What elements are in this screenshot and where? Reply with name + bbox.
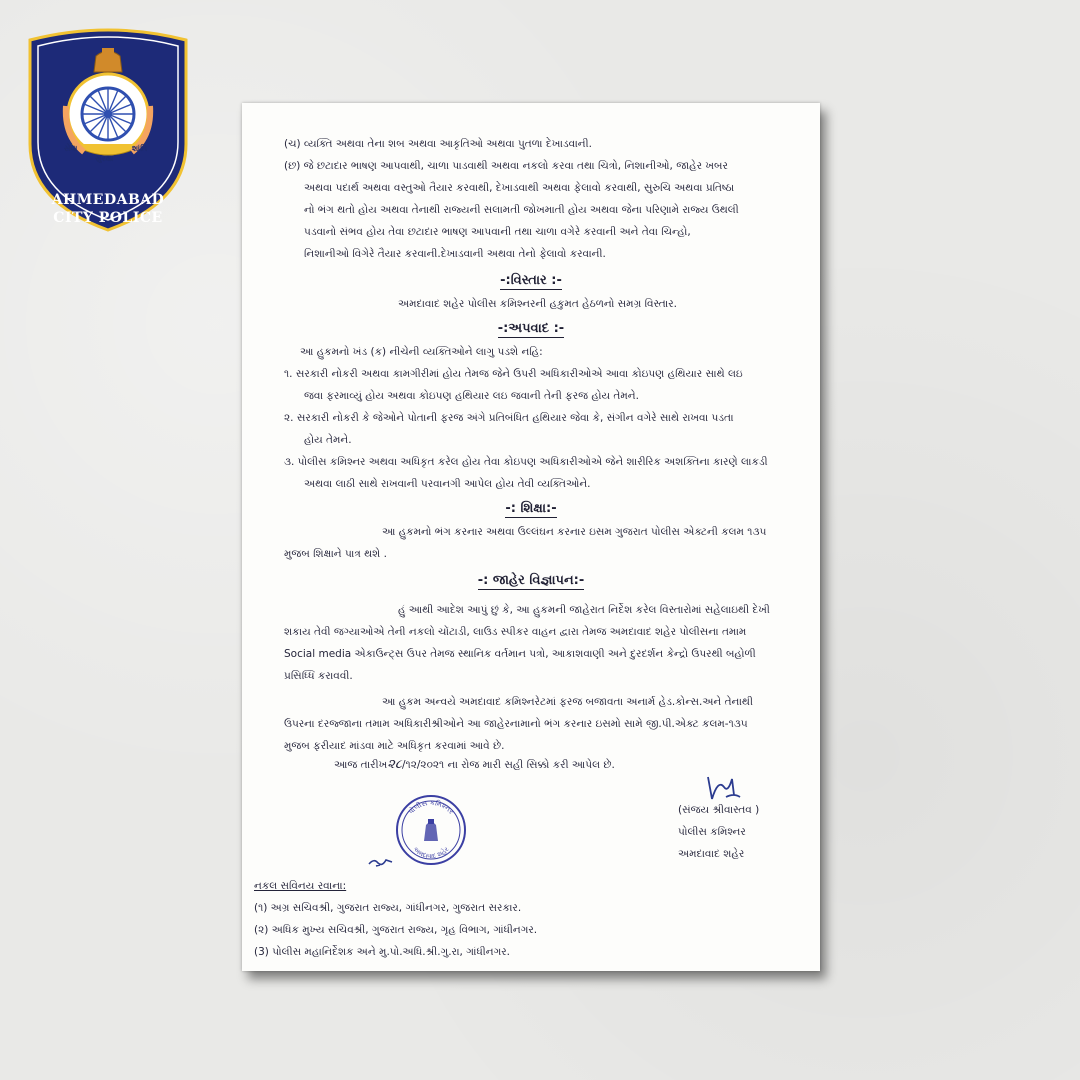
jaher-line: પ્રસિધ્ધિ કરાવવી. — [284, 670, 353, 682]
apavad-item: ૧. સરકારી નોકરી અથવા કામગીરીમાં હોય તેમજ જેને ઉપરી અધિકારીઓએ આવા કોઇપણ હથિયાર સાથે લઇ — [284, 368, 743, 380]
signatory-name: (સંજય શ્રીવાસ્તવ ) — [678, 804, 760, 816]
jaher-line: Social media એકાઉન્ટ્સ ઉપર તેમજ સ્થાનિક વર્તમાન પત્રો, આકાશવાણી અને દુરદર્શન કેન્દ્રો ઉપરથી બહોળી — [284, 648, 756, 660]
ahmedabad-police-badge-icon — [24, 26, 192, 234]
apavad-intro: આ હુકમનો ખંડ (ક) નીચેની વ્યક્તિઓને લાગુ પડશે નહિ: — [300, 346, 543, 358]
apavad-heading: -:અપવાદ :- — [497, 321, 565, 336]
copy-heading: નકલ સવિનય રવાના: — [254, 880, 347, 892]
apavad-item: ૩. પોલીસ કમિશ્નર અથવા અધિકૃત કરેલ હોય તેવા કોઇપણ અધિકારીઓએ જેને શારીરિક અશક્તિના કારણે લાકડી — [284, 456, 768, 468]
vistar-heading: -:વિસ્તાર :- — [500, 273, 562, 288]
motto-center: સુરક્ષા — [95, 154, 114, 163]
motto-left: સેવા — [64, 144, 78, 153]
shiksha-line: મુજબ શિક્ષાને પાત્ર થશે . — [284, 548, 387, 560]
apavad-item: હોય તેમને. — [304, 434, 352, 446]
shiksha-line: આ હુકમનો ભંગ કરનાર અથવા ઉલ્લંઘન કરનાર ઇસમ ગુજરાત પોલીસ એક્ટની કલમ ૧૩૫ — [382, 526, 767, 538]
jaher-line: હું આથી આદેશ આપું છું કે, આ હુકમની જાહેરાત નિર્દેશ કરેલ વિસ્તારોમાં સહેલાઇથી દેખી — [398, 604, 770, 616]
clause-line: પડવાનો સંભવ હોય તેવા છટાદાર ભાષણ આપવાની તથા ચાળા વગેરે કરવાની અને તેવા ચિન્હો, — [304, 226, 691, 238]
signatory-city: અમદાવાદ શહેર — [678, 848, 745, 860]
apavad-item: જવા ફરમાવ્યું હોય અથવા કોઇપણ હથિયાર લઇ જવાની તેની ફરજ હોય તેમને. — [304, 390, 639, 402]
clause-line: (છ) જે છટાદાર ભાષણ આપવાથી, ચાળા પાડવાથી અથવા નકલો કરવા તથા ચિત્રો, નિશાનીઓ, જાહેર ખબર — [284, 160, 728, 172]
signature-icon — [704, 773, 744, 805]
shiksha-heading: -: શિક્ષા:- — [505, 501, 557, 516]
jaher-line: મુજબ ફરીયાદ માંડવા માટે અધિકૃત કરવામાં આવે છે. — [284, 740, 505, 752]
clause-line: નો ભંગ થતો હોય અથવા તેનાથી રાજ્યની સલામતી જોખમાતી હોય અથવા જેના પરિણામે રાજ્ય ઉથલી — [304, 204, 739, 216]
document-body — [242, 103, 820, 971]
badge-title-line1: AHMEDABAD — [51, 192, 165, 208]
document-paper — [242, 103, 820, 971]
clause-line: અથવા પદાર્થ અથવા વસ્તુઓ તૈયાર કરવાથી, દેખાડવાથી અથવા ફેલાવો કરવાથી, સુરુચિ અથવા પ્રતિષ્ઠા — [304, 182, 735, 194]
date-prefix: આજ તારીખ — [334, 759, 388, 771]
initial-mark-icon — [368, 855, 394, 869]
stamp-text-top: પોલીસ કમિશ્નર — [406, 798, 456, 816]
date-line — [334, 757, 615, 773]
clause-line: (ચ) વ્યક્તિ અથવા તેના શબ અથવા આકૃતિઓ અથવા પુતળા દેખાડવાની. — [284, 138, 592, 150]
apavad-item: અથવા લાઠી સાથે રાખવાની પરવાનગી આપેલ હોય તેવી વ્યક્તિઓને. — [304, 478, 591, 490]
commissioner-stamp-icon — [394, 793, 468, 867]
copy-item: (૨) અધિક મુખ્ય સચિવશ્રી, ગુજરાત રાજ્ય, ગૃહ વિભાગ, ગાંધીનગર. — [254, 924, 538, 936]
jaher-line: ઉપરના દરજ્જાના તમામ અધિકારીશ્રીઓને આ જાહેરનામાનો ભંગ કરનાર ઇસમો સામે જી.પી.એક્ટ કલમ-૧૩૫ — [284, 718, 748, 730]
clause-line: નિશાનીઓ વિગેરે તૈયાર કરવાની.દેખાડવાની અથવા તેનો ફેલાવો કરવાની. — [304, 248, 606, 260]
badge-title-line2: CITY POLICE — [53, 210, 163, 226]
signatory-title: પોલીસ કમિશ્નર — [678, 826, 746, 838]
copy-item: (૧) અગ્ર સચિવશ્રી, ગુજરાત રાજ્ય, ગાંધીનગર, ગુજરાત સરકાર. — [254, 902, 522, 914]
jaher-line: શકાય તેવી જગ્યાઓએ તેની નકલો ચોંટાડી, લાઉડ સ્પીકર વાહન દ્વારા તેમજ અમદાવાદ શહેર પોલીસના તમામ — [284, 626, 747, 638]
copy-item: (3) પોલીસ મહાનિર્દેશક અને મુ.પો.અધિ.શ્રી.ગુ.રા, ગાંધીનગર. — [254, 946, 511, 958]
date-suffix: /૧૨/૨૦૨૧ ના રોજ મારી સહી સિક્કો કરી આપેલ છે. — [402, 759, 615, 771]
motto-right: શાંતિ — [132, 144, 148, 153]
jaher-line: આ હુકમ અન્વયે અમદાવાદ કમિશ્નરેટમાં ફરજ બજાવતા અનાર્મ હેડ.કોન્સ.અને તેનાથી — [382, 696, 753, 708]
vistar-text: અમદાવાદ શહેર પોલીસ કમિશ્નરની હકુમત હેઠળનો સમગ્ર વિસ્તાર. — [398, 298, 678, 310]
jaher-heading: -: જાહેર વિજ્ઞાપન:- — [477, 573, 585, 588]
apavad-item: ૨. સરકારી નોકરી કે જેઓને પોતાની ફરજ અંગે પ્રતિબંધિત હથિયાર જેવા કે, સંગીન વગેરે સાથે રાખવા પડતા — [284, 412, 734, 424]
stamp-text-bottom: અમદાવાદ શહેર — [411, 845, 451, 861]
date-handwritten: ૨૮ — [387, 757, 403, 772]
